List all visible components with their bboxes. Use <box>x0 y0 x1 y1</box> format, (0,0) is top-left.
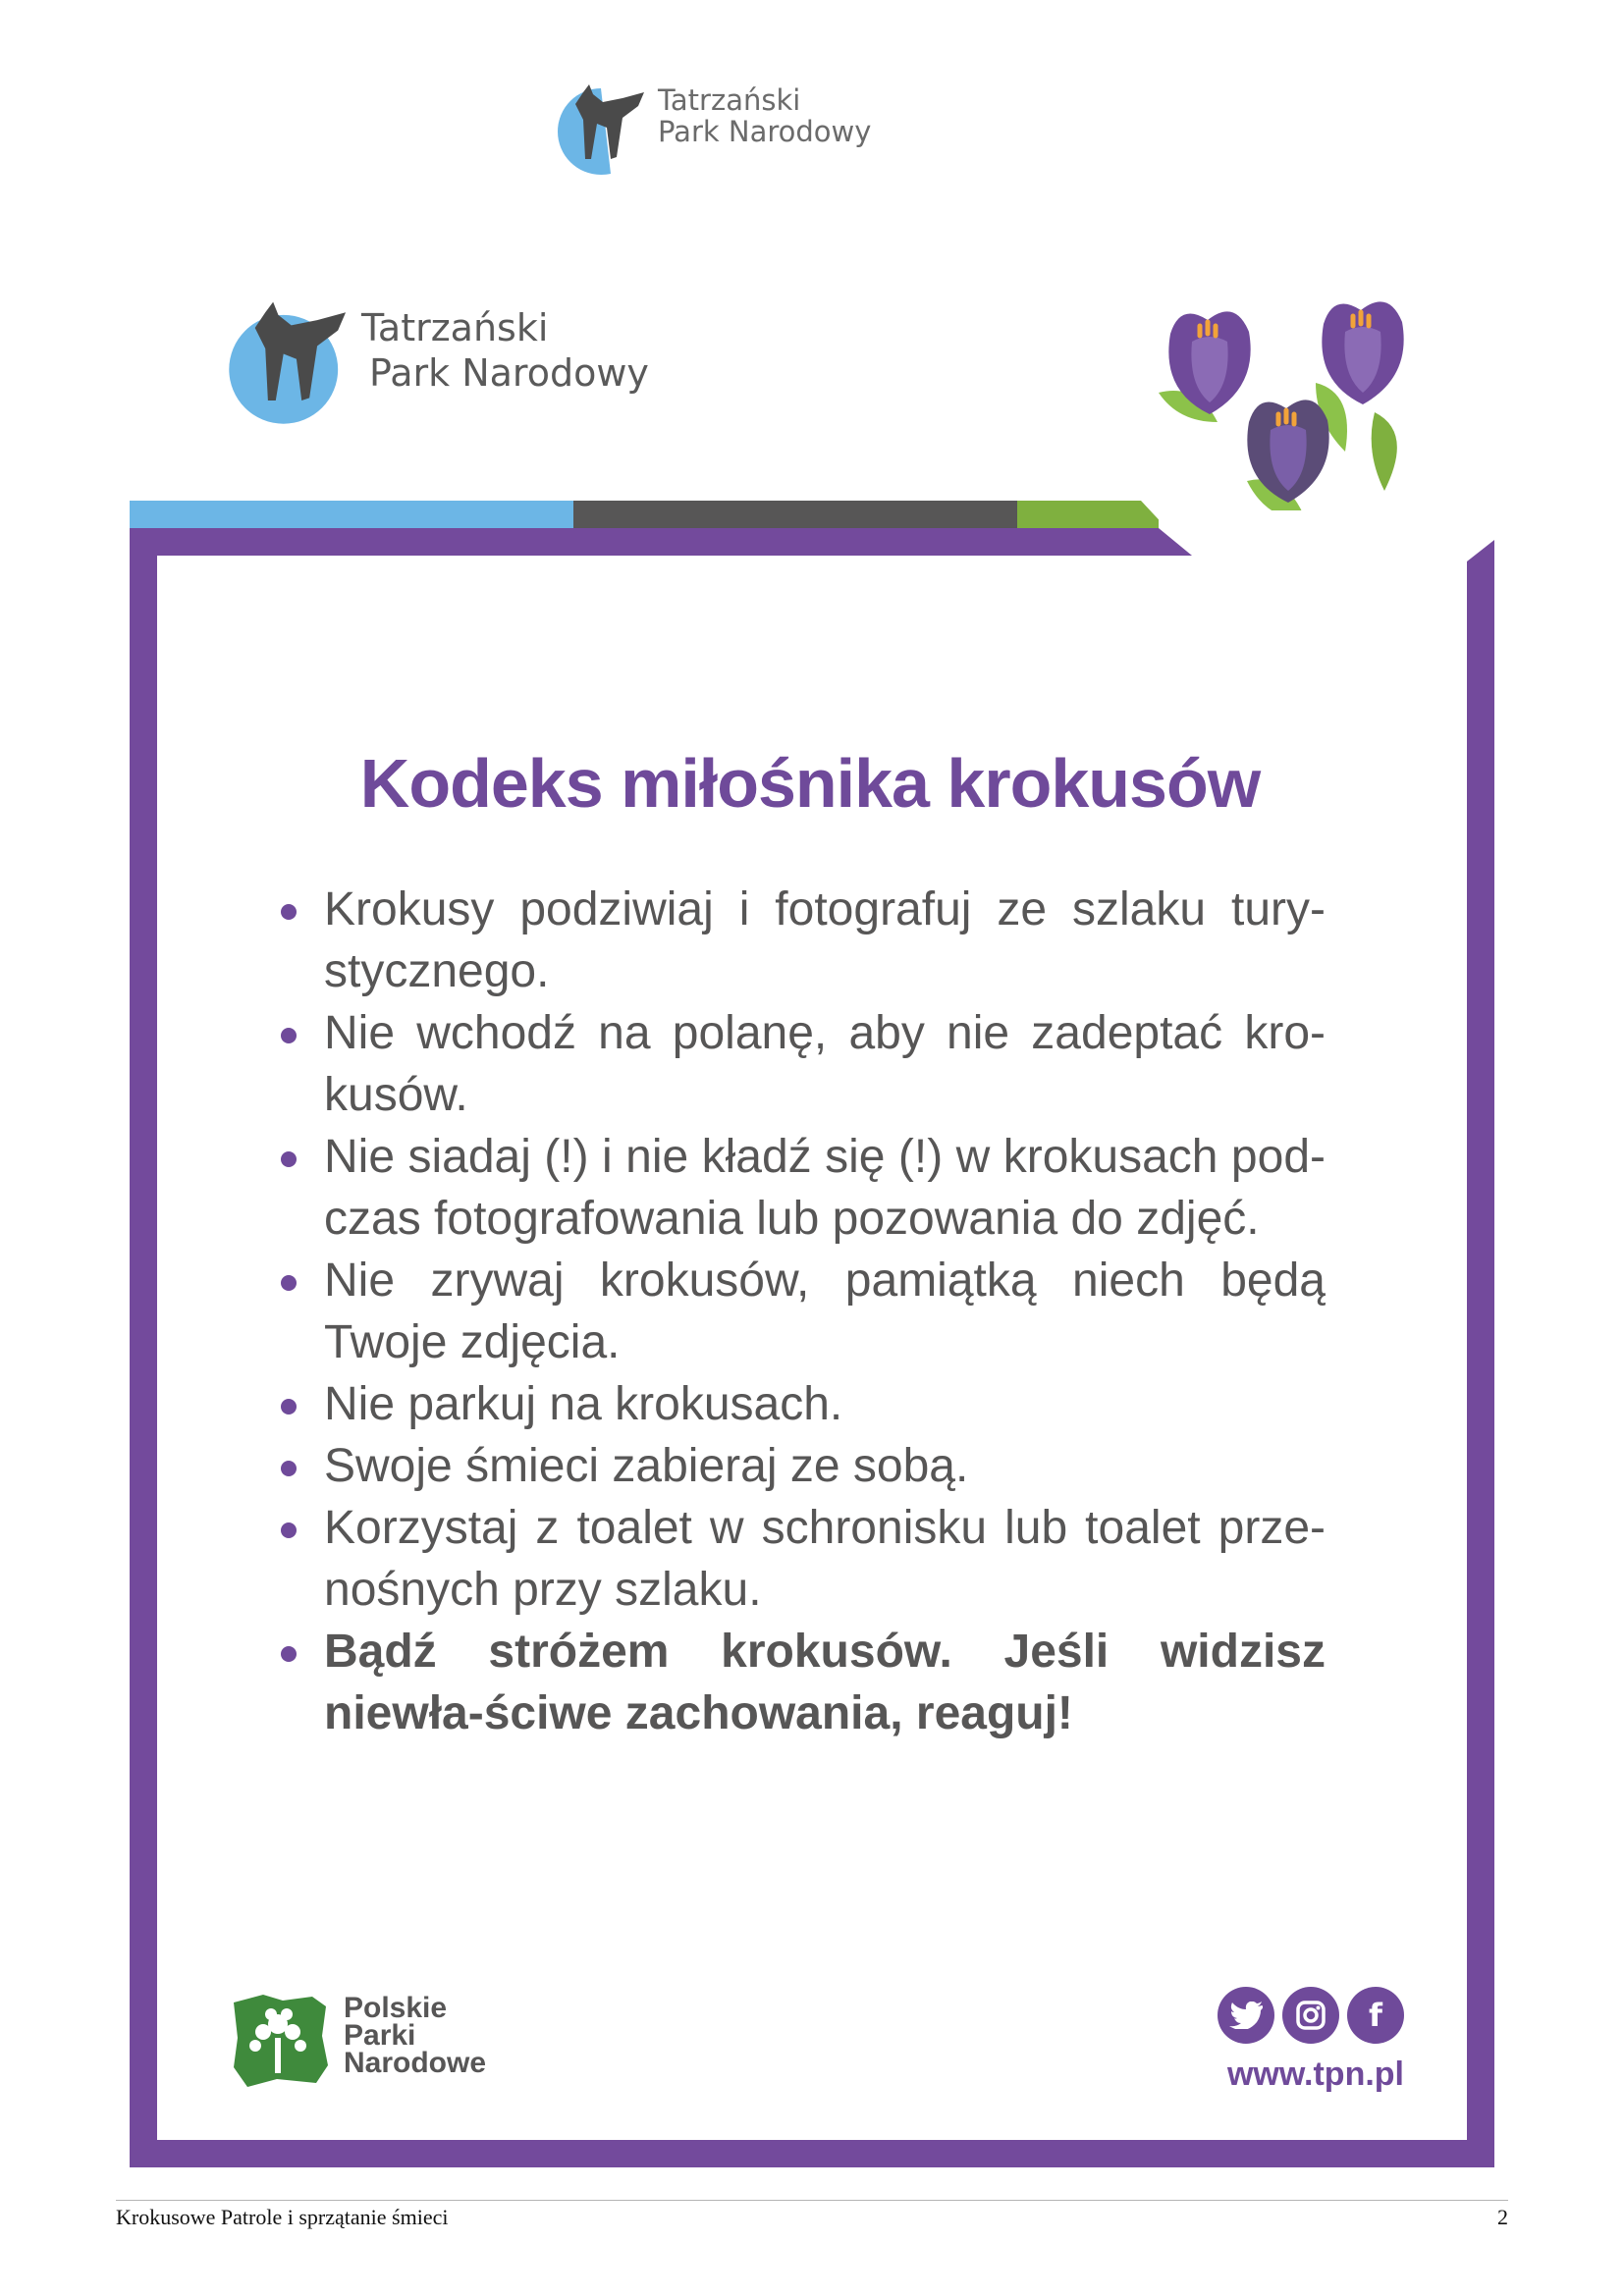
tree-map-icon <box>224 1983 332 2091</box>
poster-title: Kodeks miłośnika krokusów <box>359 745 1261 822</box>
partner-line-2: Parki <box>344 2019 416 2052</box>
logo-line-2: Park Narodowy <box>658 115 872 148</box>
poster-logo-line-1: Tatrzański <box>361 306 549 349</box>
poster-logo-line-2: Park Narodowy <box>369 351 649 395</box>
partner-line-3: Narodowe <box>344 2047 487 2079</box>
twitter-icon[interactable] <box>1218 1987 1274 2044</box>
frame-notch <box>1159 510 1512 561</box>
list-item: Korzystaj z toalet w schronisku lub toalet prze-nośnych przy szlaku. <box>275 1497 1326 1621</box>
chamois-logo-icon <box>224 299 353 429</box>
header-logo <box>552 82 886 181</box>
header-logo-text <box>658 84 871 147</box>
partner-line-1: Polskie <box>344 1992 448 2024</box>
page-number: 2 <box>1497 2205 1508 2229</box>
list-item: Nie siadaj (!) i nie kładź się (!) w krokusach pod-czas fotografowania lub pozowania do zdjęć. <box>275 1126 1326 1250</box>
list-item: Bądź stróżem krokusów. Jeśli widzisz niewła-ściwe zachowania, reaguj! <box>275 1621 1326 1744</box>
footer-title: Krokusowe Patrole i sprzątanie śmieci <box>116 2205 449 2229</box>
list-item: Nie zrywaj krokusów, pamiątką niech będą Twoje zdjęcia. <box>275 1250 1326 1373</box>
polskie-parki-narodowe-logo <box>224 1983 518 2091</box>
list-item: Krokusy podziwiaj i fotografuj ze szlaku tury-stycznego. <box>275 879 1326 1002</box>
logo-line-1: Tatrzański <box>658 83 801 117</box>
facebook-icon[interactable]: f <box>1347 1987 1404 2044</box>
list-item: Nie wchodź na polanę, aby nie zadeptać kro-kusów. <box>275 1002 1326 1126</box>
partner-logo-text <box>344 1992 487 2079</box>
list-item: Swoje śmieci zabieraj ze sobą. <box>275 1435 1326 1497</box>
chamois-logo-icon <box>552 82 650 181</box>
poster-logo <box>224 299 656 437</box>
poster-logo-text <box>361 305 649 396</box>
footer-divider <box>116 2200 1508 2201</box>
website-link[interactable]: www.tpn.pl <box>1226 2056 1404 2093</box>
list-item: Nie parkuj na krokusach. <box>275 1373 1326 1435</box>
social-icons <box>1218 1987 1404 2046</box>
rules-list <box>275 879 1326 1744</box>
instagram-icon[interactable] <box>1282 1987 1339 2044</box>
color-bars <box>130 501 1190 530</box>
